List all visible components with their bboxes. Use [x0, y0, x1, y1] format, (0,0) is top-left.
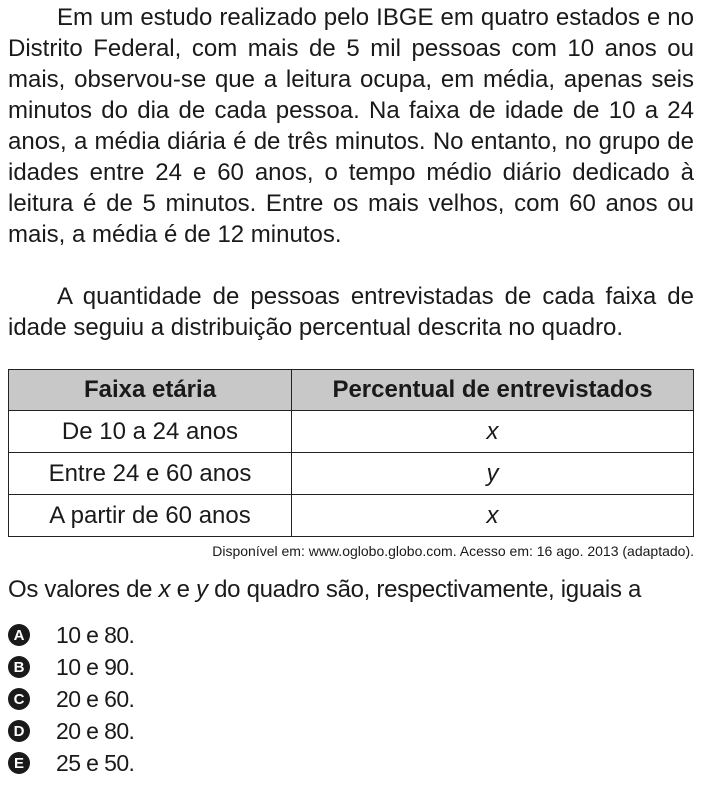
option-d[interactable] [8, 715, 134, 747]
option-text: 20 e 80. [56, 717, 135, 744]
table-header-row [9, 370, 694, 411]
header-percentage: Percentual de entrevistados [292, 370, 694, 411]
age-range-cell: De 10 a 24 anos [9, 411, 292, 453]
age-range-cell: A partir de 60 anos [9, 495, 292, 537]
header-age-range: Faixa etária [9, 370, 292, 411]
percentage-cell: y [292, 453, 694, 495]
option-letter-badge: A [8, 624, 30, 646]
percentage-cell: x [292, 495, 694, 537]
question-prompt [8, 575, 698, 605]
statement-text-1: Em um estudo realizado pelo IBGE em quatro estados e no Distrito Federal, com mais de 5 mil pessoas com 10 anos ou mais, observou-se que a leitura ocupa, em média, apenas seis minutos do dia de cada pessoa. Na faixa de idade de 10 a 24 anos, a média diária é de três minutos. No entanto, no grupo de idades entre 24 e 60 anos, o tempo médio diário dedicado à leitura é de 5 minutos. Entre os mais velhos, com 60 anos ou mais, a média é de 12 minutos. [8, 4, 694, 248]
percentage-cell: x [292, 411, 694, 453]
age-range-cell: Entre 24 e 60 anos [9, 453, 292, 495]
option-text: 25 e 50. [56, 749, 135, 776]
table-row [9, 495, 694, 537]
option-c[interactable] [8, 683, 134, 715]
option-a[interactable] [8, 619, 134, 651]
statement-paragraph-1 [8, 2, 694, 250]
answer-options [8, 619, 134, 779]
statement-text-2: A quantidade de pessoas entrevistadas de cada faixa de idade seguiu a distribuição percentual descrita no quadro. [8, 283, 694, 341]
option-text: 10 e 80. [56, 621, 135, 648]
prompt-var-x: x [158, 576, 171, 603]
distribution-table [8, 369, 694, 537]
option-text: 10 e 90. [56, 653, 135, 680]
prompt-var-y: y [196, 576, 208, 603]
prompt-text-middle: e [170, 576, 197, 603]
option-letter-badge: D [8, 720, 30, 742]
table-row [9, 453, 694, 495]
option-letter-badge: E [8, 752, 30, 774]
statement-paragraph-2 [8, 281, 694, 343]
source-citation: Disponível em: www.oglobo.globo.com. Acesso em: 16 ago. 2013 (adaptado). [212, 543, 694, 559]
prompt-text-before: Os valores de [8, 576, 159, 603]
option-letter-badge: B [8, 656, 30, 678]
option-b[interactable] [8, 651, 134, 683]
table-row [9, 411, 694, 453]
option-text: 20 e 60. [56, 685, 135, 712]
option-letter-badge: C [8, 688, 30, 710]
option-e[interactable] [8, 747, 134, 779]
prompt-text-after: do quadro são, respectivamente, iguais a [207, 576, 642, 603]
